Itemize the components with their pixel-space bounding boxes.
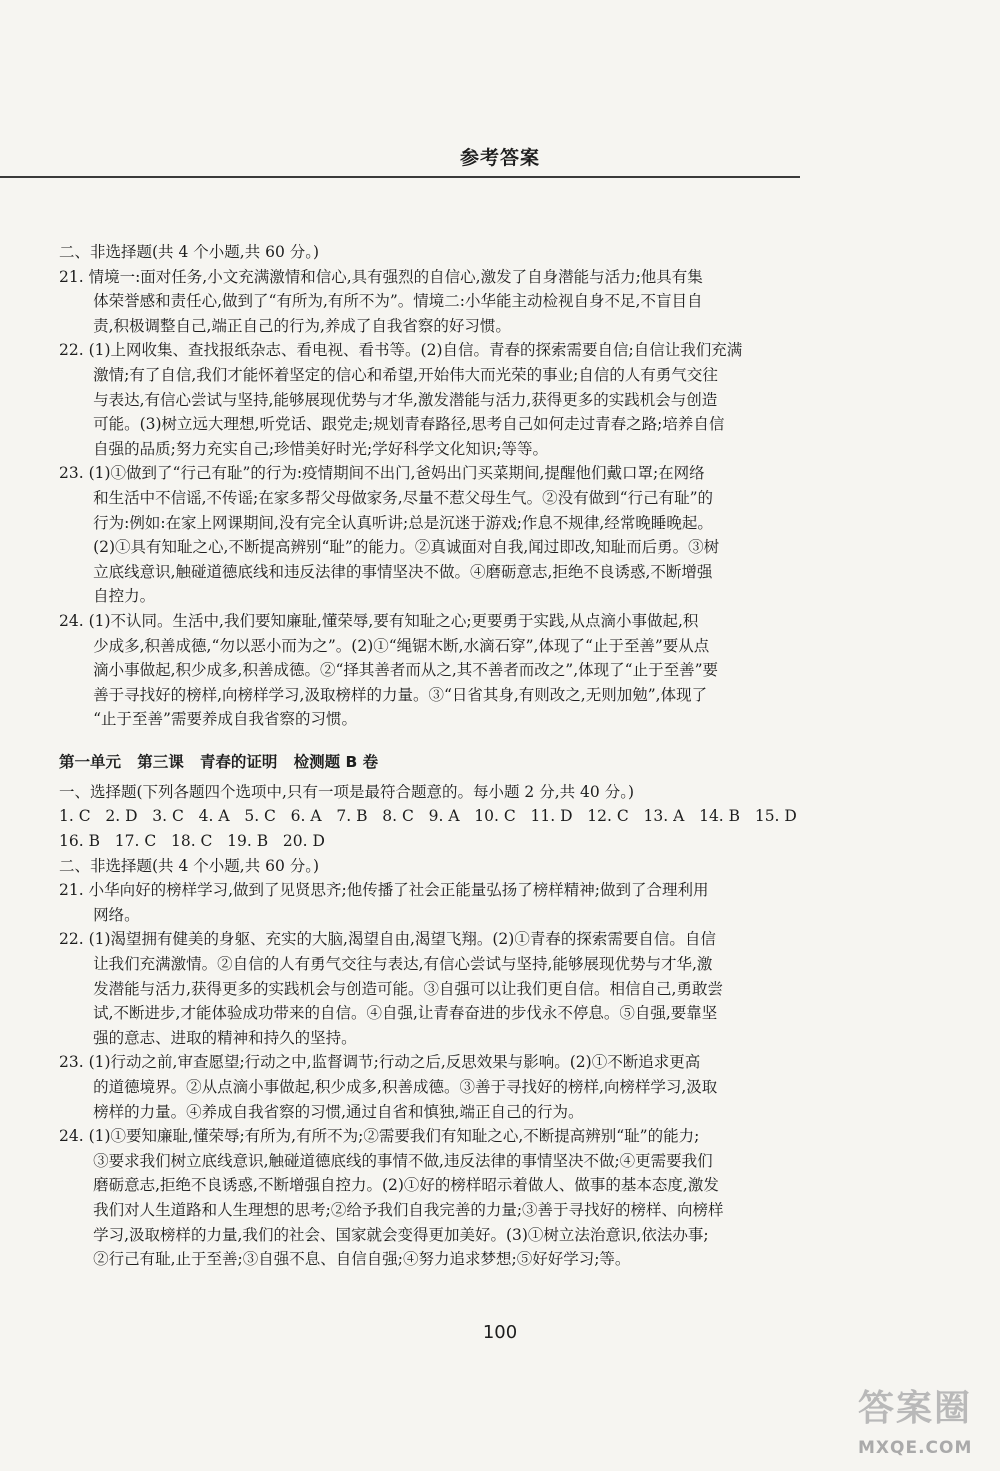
watermark-mark: 答案圈 (858, 1388, 973, 1429)
answer-block-q21 (59, 265, 801, 339)
answer-block-q21 (59, 878, 801, 927)
answer-block-q23 (59, 1050, 801, 1124)
answer-line: 责,积极调整自己,端正自己的行为,养成了自我省察的好习惯。 (93, 316, 511, 335)
answer-line: 试,不断进步,才能体验成功带来的自信。④自强,让青春奋进的步伐永不停息。⑤自强,要靠坚 (93, 1004, 718, 1023)
page-number: 100 (482, 1322, 518, 1343)
answer-line: 善于寻找好的榜样,向榜样学习,汲取榜样的力量。③“日省其身,有则改之,无则加勉”,体现了 (93, 685, 708, 704)
answer-line: 24. (1)①要知廉耻,懂荣辱;有所为,有所不为;②需要我们有知耻之心,不断提高辨别“耻”的能力; (59, 1127, 700, 1146)
answer-line: “止于至善”需要养成自我省察的习惯。 (93, 710, 357, 729)
header-divider (0, 176, 800, 178)
answer-line: 24. (1)不认同。生活中,我们要知廉耻,懂荣辱,要有知耻之心;更要勇于实践,从点滴小事做起,积 (59, 611, 699, 630)
answer-line: 和生活中不信谣,不传谣;在家多帮父母做家务,尽量不惹父母生气。②没有做到“行己有耻”的 (93, 488, 714, 507)
section-heading-nonchoice: 二、非选择题(共 4 个小题,共 60 分。) (59, 243, 320, 261)
answer-block-q24 (59, 609, 801, 732)
answer-line: 23. (1)①做到了“行己有耻”的行为:疫情期间不出门,爸妈出门买菜期间,提醒他们戴口罩;在网络 (59, 464, 705, 483)
answer-line: 榜样的力量。④养成自我省察的习惯,通过自省和慎独,端正自己的行为。 (93, 1102, 584, 1121)
answer-line: 21. 情境一:面对任务,小文充满激情和信心,具有强烈的自信心,激发了自身潜能与活力;他具有集 (59, 267, 703, 286)
answer-block-q22 (59, 338, 801, 461)
page-header-title: 参考答案 (459, 147, 540, 169)
section-heading-nonchoice: 二、非选择题(共 4 个小题,共 60 分。) (59, 856, 320, 875)
answer-line: (2)①具有知耻之心,不断提高辨别“耻”的能力。②真诚面对自我,闻过即改,知耻而后勇。③树 (93, 538, 720, 557)
answer-line: 学习,汲取榜样的力量,我们的社会、国家就会变得更加美好。(3)①树立法治意识,依法办事; (93, 1225, 709, 1244)
answer-line: 可能。(3)树立远大理想,听党话、跟党走;规划青春路径,思考自己如何走过青春之路;培养自信 (93, 415, 725, 434)
answer-line: 强的意志、进取的精神和持久的坚持。 (93, 1028, 357, 1047)
answer-line: 滴小事做起,积少成多,积善成德。②“择其善者而从之,其不善者而改之”,体现了“止于至善”要 (93, 661, 719, 680)
unit-section-title: 第一单元 第三课 青春的证明 检测题 B 卷 (59, 752, 379, 771)
watermark-site: MXQE.COM (858, 1438, 973, 1458)
choice-answers-line-2: 16. B 17. C 18. C 19. B 20. D (59, 832, 325, 851)
answer-line: 体荣誉感和责任心,做到了“有所为,有所不为”。情境二:小华能主动检视自身不足,不盲目自 (93, 292, 703, 311)
answer-line: 23. (1)行动之前,审查愿望;行动之中,监督调节;行动之后,反思效果与影响。(2)①不断追求更高 (59, 1053, 701, 1072)
answer-line: 我们对人生道路和人生理想的思考;②给予我们自我完善的力量;③善于寻找好的榜样、向榜样 (93, 1200, 724, 1219)
answer-line: 自强的品质;努力充实自己;珍惜美好时光;学好科学文化知识;等等。 (93, 439, 548, 458)
answer-line: 网络。 (93, 905, 140, 924)
answer-content (59, 240, 801, 1272)
answer-line: 的道德境界。②从点滴小事做起,积少成多,积善成德。③善于寻找好的榜样,向榜样学习,汲取 (93, 1078, 718, 1096)
answer-line: 行为:例如:在家上网课期间,没有完全认真听讲;总是沉迷于游戏;作息不规律,经常晚睡晚起。 (93, 513, 713, 532)
answer-line: 自控力。 (93, 587, 156, 606)
answer-line: ②行己有耻,止于至善;③自强不息、自信自强;④努力追求梦想;⑤好好学习;等。 (93, 1250, 631, 1269)
answer-block-q24 (59, 1124, 801, 1272)
choice-answers-line-1: 1. C 2. D 3. C 4. A 5. C 6. A 7. B 8. C 9. A 10. C 11. D 12. C 13. A 14. B 15. D (59, 807, 797, 826)
answer-line: 22. (1)上网收集、查找报纸杂志、看电视、看书等。(2)自信。青春的探索需要自信;自信让我们充满 (59, 341, 743, 360)
answer-block-q22 (59, 927, 801, 1050)
answer-line: 发潜能与活力,获得更多的实践机会与创造可能。③自强可以让我们更自信。相信自己,勇敢尝 (93, 979, 723, 998)
answer-line: 磨砺意志,拒绝不良诱惑,不断增强自控力。(2)①好的榜样昭示着做人、做事的基本态度,激发 (93, 1176, 719, 1195)
answer-line: 与表达,有信心尝试与坚持,能够展现优势与才华,激发潜能与活力,获得更多的实践机会与创造 (93, 390, 718, 409)
answer-line: 21. 小华向好的榜样学习,做到了见贤思齐;他传播了社会正能量弘扬了榜样精神;做到了合理利用 (59, 881, 709, 900)
answer-block-q23 (59, 461, 801, 609)
answer-line: 22. (1)渴望拥有健美的身躯、充实的大脑,渴望自由,渴望飞翔。(2)①青春的探索需要自信。自信 (59, 930, 716, 949)
answer-line: 让我们充满激情。②自信的人有勇气交往与表达,有信心尝试与坚持,能够展现优势与才华,激 (93, 955, 713, 974)
answer-line: 少成多,积善成德,“勿以恶小而为之”。(2)①“绳锯木断,水滴石穿”,体现了“止于至善”要从点 (93, 636, 710, 655)
answer-line: ③要求我们树立底线意识,触碰道德底线的事情不做,违反法律的事情坚决不做;④更需要我们 (93, 1151, 713, 1170)
section-spacer (59, 732, 801, 750)
answer-line: 激情;有了自信,我们才能怀着坚定的信心和希望,开始伟大而光荣的事业;自信的人有勇气交往 (93, 365, 718, 384)
section-heading-choice: 一、选择题(下列各题四个选项中,只有一项是最符合题意的。每小题 2 分,共 40 分。) (59, 782, 634, 801)
watermark-logo (858, 1380, 998, 1468)
answer-line: 立底线意识,触碰道德底线和违反法律的事情坚决不做。④磨砺意志,拒绝不良诱惑,不断增强 (93, 562, 713, 581)
